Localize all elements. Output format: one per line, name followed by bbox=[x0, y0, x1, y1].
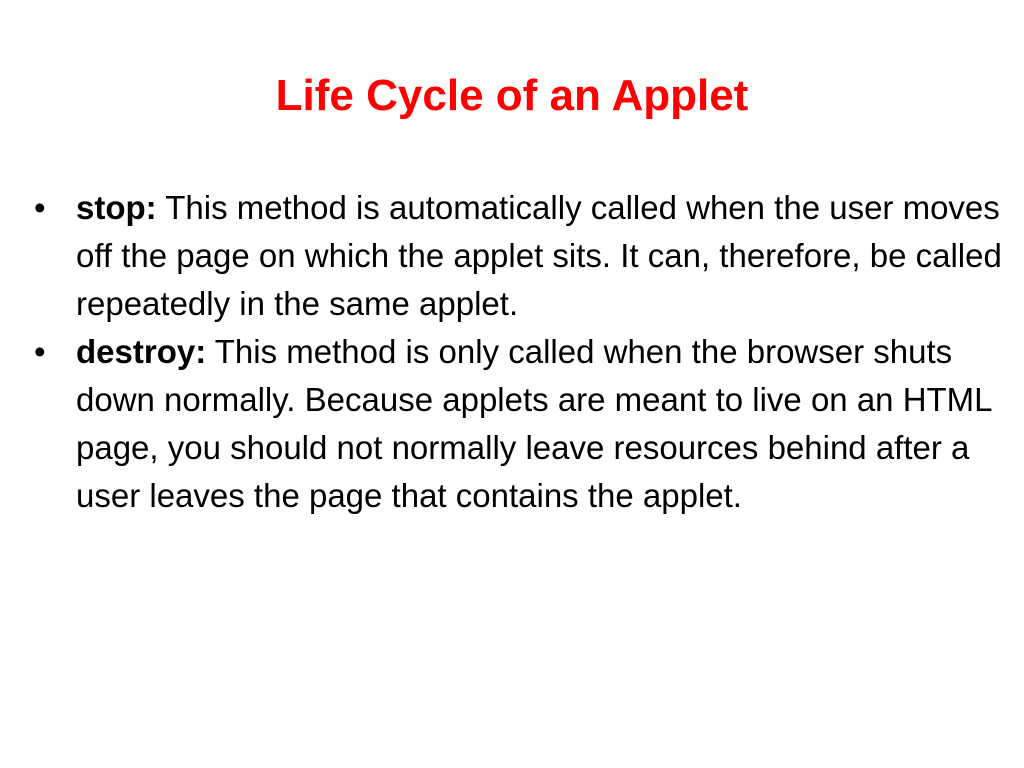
slide-title: Life Cycle of an Applet bbox=[275, 71, 749, 120]
bullet-item-stop bbox=[34, 184, 1004, 328]
bullet-term: destroy: bbox=[76, 333, 207, 370]
bullet-list bbox=[34, 184, 1004, 520]
bullet-dot-icon: • bbox=[34, 189, 46, 226]
bullet-term: stop: bbox=[76, 189, 157, 226]
bullet-item-destroy bbox=[34, 328, 1004, 520]
bullet-text: This method is only called when the browser shuts down normally. Because applets are meant to live on an HTML page, you should not normally leave resources behind after a user leaves the page that contains the applet. bbox=[76, 333, 992, 514]
bullet-text: This method is automatically called when the user moves off the page on which the applet sits. It can, therefore, be called repeatedly in the same applet. bbox=[76, 189, 1002, 322]
bullet-dot-icon: • bbox=[34, 333, 46, 370]
